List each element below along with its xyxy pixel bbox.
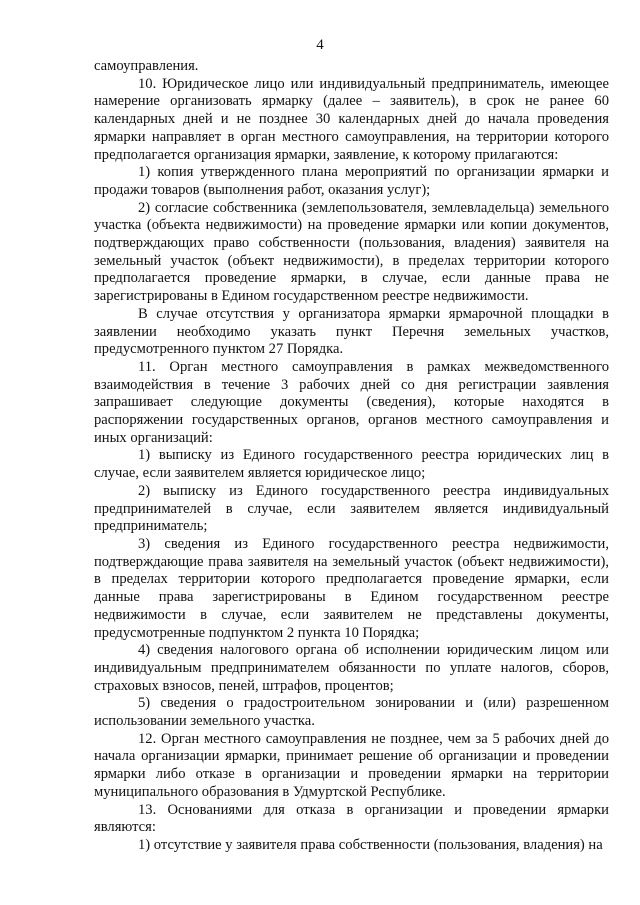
paragraph-item-11: 11. Орган местного самоуправления в рамках межведомственного взаимодействия в течение 3 рабочих дней со дня регистрации заявления запрашивает следующие документы (сведения), которые находятся в распоряжении государственных органов, органов местного самоуправления и иных организаций: bbox=[94, 358, 609, 446]
paragraph-item-12: 12. Орган местного самоуправления не позднее, чем за 5 рабочих дней до начала организации ярмарки, принимает решение об организации и проведении ярмарки либо отказе в организации и проведении ярмарки на территории муниципального образования в Удмуртской Республике. bbox=[94, 730, 609, 800]
paragraph-11-sub-4: 4) сведения налогового органа об исполнении юридическим лицом или индивидуальным предпринимателем обязанности по уплате налогов, сборов, страховых взносов, пеней, штрафов, процентов; bbox=[94, 642, 609, 694]
paragraph-item-13: 13. Основаниями для отказа в организации и проведении ярмарки являются: bbox=[94, 801, 609, 836]
paragraph-11-sub-3: 3) сведения из Единого государственного реестра недвижимости, подтверждающие права заявителя на земельный участок (объект недвижимости), в пределах территории которого предполагается проведение ярмарки, если данные права зарегистрированы в Едином государственном реестре недвижимости в случае, если заявителем не представлены документы, предусмотренные подпунктом 2 пункта 10 Порядка; bbox=[94, 535, 609, 641]
paragraph-item-10: 10. Юридическое лицо или индивидуальный предприниматель, имеющее намерение организовать ярмарку (далее – заявитель), в срок не ранее 60 календарных дней и не позднее 30 календарных дней до начала проведения ярмарки направляет в орган местного самоуправления, на территории которого предполагается организация ярмарки, заявление, к которому прилагаются: bbox=[94, 75, 609, 163]
document-body bbox=[94, 58, 609, 855]
paragraph-11-sub-1: 1) выписку из Единого государственного реестра юридических лиц в случае, если заявителем является юридическое лицо; bbox=[94, 447, 609, 482]
paragraph-11-sub-5: 5) сведения о градостроительном зонировании и (или) разрешенном использовании земельного участка. bbox=[94, 695, 609, 730]
paragraph-10-sub-1: 1) копия утвержденного плана мероприятий по организации ярмарки и продажи товаров (выполнения работ, оказания услуг); bbox=[94, 164, 609, 198]
paragraph-11-sub-2: 2) выписку из Единого государственного реестра индивидуальных предпринимателей в случае, если заявителем является индивидуальный предприниматель; bbox=[94, 482, 609, 535]
page-number: 4 bbox=[316, 37, 324, 53]
paragraph-13-sub-1: 1) отсутствие у заявителя права собственности (пользования, владения) на bbox=[138, 836, 603, 853]
paragraph-10-sub-2: 2) согласие собственника (землепользователя, землевладельца) земельного участка (объекта недвижимости) на проведение ярмарки или копии документов, подтверждающих право собственности (пользования, владения) заявителя на земельный участок (объект недвижимости), в пределах территории которого предполагается проведение ярмарки, в случае, если данные права не зарегистрированы в Едином государственном реестре недвижимости. bbox=[94, 199, 609, 305]
paragraph-continuation: самоуправления. bbox=[94, 58, 199, 74]
paragraph-10-note: В случае отсутствия у организатора ярмарки ярмарочной площадки в заявлении необходимо указать пункт Перечня земельных участков, предусмотренного пунктом 27 Порядка. bbox=[94, 305, 609, 358]
